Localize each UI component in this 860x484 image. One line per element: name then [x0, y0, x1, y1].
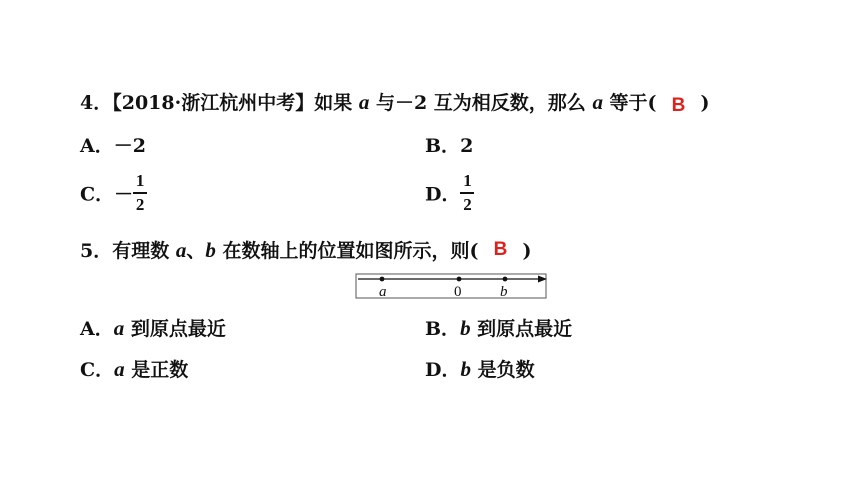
number-line-figure — [355, 273, 555, 301]
q5-option-d: D．b 是负数 — [425, 357, 535, 381]
q4-var-a-2: a — [592, 90, 603, 114]
label-b: b — [500, 284, 508, 300]
label-zero: 0 — [454, 284, 462, 300]
fraction-one-half: $\frac{1}{2}$ — [133, 172, 147, 214]
q4-var-a: a — [358, 90, 370, 114]
fraction-one-half: $\frac{1}{2}$ — [460, 172, 474, 214]
q5-var-a: a — [175, 238, 187, 262]
q5-number: 5． — [80, 240, 113, 262]
q4-option-a: A．－2 — [80, 135, 146, 157]
q4-source: 【2018·浙江杭州中考】 — [112, 92, 315, 114]
point-zero — [457, 277, 462, 282]
q4-option-b: B．2 — [425, 135, 474, 157]
q4-stem: 4．【2018·浙江杭州中考】如果 a 与－2 互为相反数，那么 a 等于( B ) — [80, 90, 710, 116]
q4-number: 4． — [80, 92, 113, 114]
q5-option-c: C．a 是正数 — [80, 357, 189, 381]
q5-stem: 5．有理数 a、b 在数轴上的位置如图所示，则( B ) — [80, 238, 532, 262]
q4-option-d: D． $\frac{1}{2}$ — [425, 172, 474, 214]
q4-option-c: C．－ $\frac{1}{2}$ — [80, 172, 147, 214]
point-b — [503, 277, 508, 282]
q5-option-b: B．b 到原点最近 — [425, 316, 573, 340]
q4-answer: B — [671, 95, 686, 116]
q5-option-a: A．a 到原点最近 — [80, 316, 226, 340]
q5-answer: B — [493, 239, 508, 260]
label-a: a — [379, 284, 387, 300]
point-a — [380, 277, 385, 282]
q5-var-b: b — [205, 238, 216, 262]
